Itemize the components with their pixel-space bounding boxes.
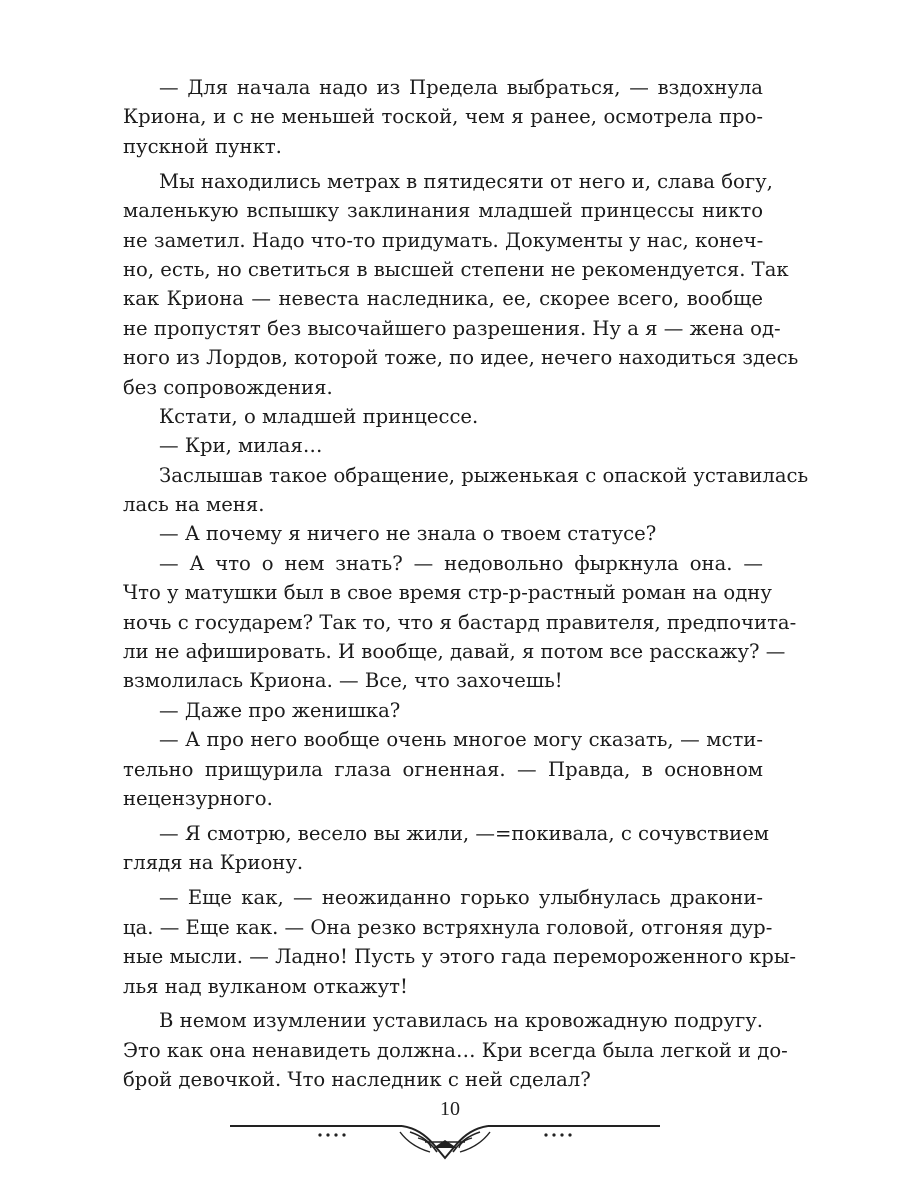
text-line: ца. — Еще как. — Она резко встряхнула головой, отгоняя дур-: [123, 915, 773, 939]
text-line: не заметил. Надо что-то придумать. Документы у нас, конеч-: [123, 228, 764, 252]
text-line: — Кри, милая…: [159, 434, 323, 458]
text-line: В немом изумлении уставилась на кровожадную подругу.: [159, 1009, 763, 1033]
text-line: Криона, и с не меньшей тоской, чем я ранее, осмотрела про-: [123, 105, 763, 129]
text-line: тельно прищурила глаза огненная. — Правда, в основном: [123, 757, 763, 781]
text-line: — Для начала надо из Предела выбраться, — вздохнула: [159, 76, 763, 99]
text-line: как Криона — невеста наследника, ее, скорее всего, вообще: [123, 287, 763, 311]
text-line: без сопровождения.: [123, 375, 333, 399]
text-line: не пропустят без высочайшего разрешения. Ну а я — жена од-: [123, 316, 781, 340]
text-line: Заслышав такое обращение, рыженькая с опаской уставилась: [159, 463, 809, 487]
text-line: — А про него вообще очень многое могу сказать, — мсти-: [159, 728, 763, 752]
text-line: — А что о нем знать? — недовольно фыркнула она. —: [159, 551, 763, 575]
text-line: нецензурного.: [123, 786, 273, 810]
text-line: — А почему я ничего не знала о твоем статусе?: [159, 522, 657, 546]
text-line: маленькую вспышку заклинания младшей принцессы никто: [123, 199, 763, 223]
text-line: ного из Лордов, которой тоже, по идее, нечего находиться здесь: [123, 346, 799, 370]
text-line: Мы находились метрах в пятидесяти от него и, слава богу,: [159, 169, 773, 193]
page-body: [123, 73, 809, 1095]
text-line: но, есть, но светиться в высшей степени не рекомендуется. Так: [123, 257, 789, 281]
text-line: пускной пункт.: [123, 134, 282, 158]
text-line: брой девочкой. Что наследник с ней сделал?: [123, 1068, 591, 1092]
text-line: глядя на Криону.: [123, 851, 304, 875]
text-line: ные мысли. — Ладно! Пусть у этого гада перемороженного кры-: [123, 945, 797, 969]
text-line: — Еще как, — неожиданно горько улыбнулась дракони-: [159, 886, 763, 910]
text-line: — Я смотрю, весело вы жили, —=покивала, с сочувствием: [159, 821, 770, 845]
text-line: Кстати, о младшей принцессе.: [159, 404, 479, 428]
text-line: Это как она ненавидеть должна… Кри всегда была легкой и до-: [123, 1038, 788, 1062]
text-line: ли не афишировать. И вообще, давай, я потом все расскажу? —: [123, 640, 786, 664]
text-line: лась на меня.: [123, 493, 265, 517]
text-line: взмолилась Криона. — Все, что захочешь!: [123, 669, 563, 693]
page-number: 10: [440, 1098, 460, 1120]
text-line: Что у матушки был в свое время стр-р-растный роман на одну: [123, 581, 772, 605]
text-line: ночь с государем? Так то, что я бастард правителя, предпочита-: [123, 610, 797, 634]
text-line: лья над вулканом откажут!: [123, 974, 408, 998]
text-line: — Даже про женишка?: [159, 698, 401, 722]
decorative-divider-icon: [230, 1118, 660, 1164]
